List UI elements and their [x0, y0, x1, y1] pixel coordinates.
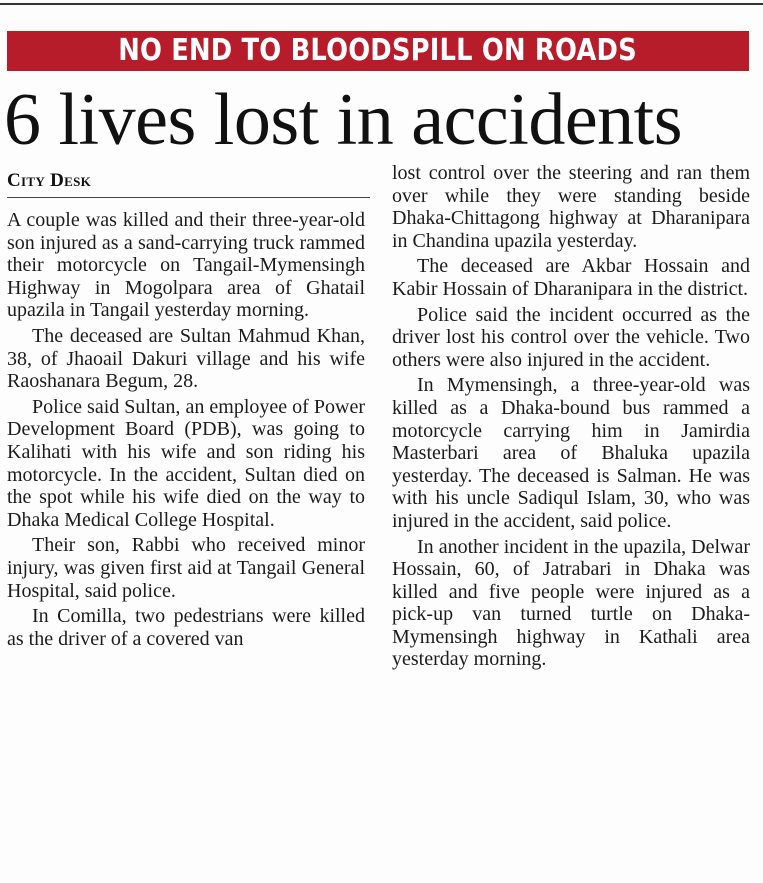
- paragraph: lost control over the steering and ran them over while they were standing beside Dhaka-Chittagong highway at Dharanipara in Chandina upazila yesterday.: [392, 162, 750, 252]
- kicker-text: NO END TO BLOODSPILL ON ROADS: [118, 33, 638, 68]
- paragraph: A couple was killed and their three-year-old son injured as a sand-carrying truck rammed their motorcycle on Tangail-Mymensingh Highway in Mogolpara area of Ghatail upazila in Tangail yesterday morning.: [7, 209, 365, 322]
- paragraph: Police said the incident occurred as the driver lost his control over the vehicle. Two others were also injured in the accident.: [392, 303, 750, 371]
- left-column: [7, 209, 365, 653]
- paragraph: The deceased are Sultan Mahmud Khan, 38, of Jhaoail Dakuri village and his wife Raoshanara Begum, 28.: [7, 324, 365, 393]
- right-column: [392, 162, 750, 674]
- paragraph: The deceased are Akbar Hossain and Kabir Hossain of Dharanipara in the district.: [392, 255, 750, 300]
- paragraph: Police said Sultan, an employee of Power Development Board (PDB), was going to Kalihati with his wife and son riding his motorcycle. In the accident, Sultan died on the spot while his wife died on the way to Dhaka Medical College Hospital.: [7, 395, 365, 531]
- headline: 6 lives lost in accidents: [4, 79, 683, 161]
- top-rule: [0, 3, 763, 5]
- byline: City Desk: [7, 170, 92, 191]
- paragraph: In another incident in the upazila, Delwar Hossain, 60, of Jatrabari in Dhaka was killed and five people were injured as a pick-up van turned turtle on Dhaka-Mymensingh highway in Kathali area yesterday morning.: [392, 535, 750, 671]
- paragraph: In Mymensingh, a three-year-old was killed as a Dhaka-bound bus rammed a motorcycle carrying him in Jamirdia Masterbari area of Bhaluka upazila yesterday. The deceased is Salman. He was with his uncle Sadiqul Islam, 30, who was injured in the accident, said police.: [392, 374, 750, 532]
- paragraph: Their son, Rabbi who received minor injury, was given first aid at Tangail General Hospital, said police.: [7, 534, 365, 602]
- kicker-banner: [7, 31, 749, 71]
- paragraph: In Comilla, two pedestrians were killed as the driver of a covered van: [7, 605, 365, 650]
- byline-rule: [7, 197, 370, 198]
